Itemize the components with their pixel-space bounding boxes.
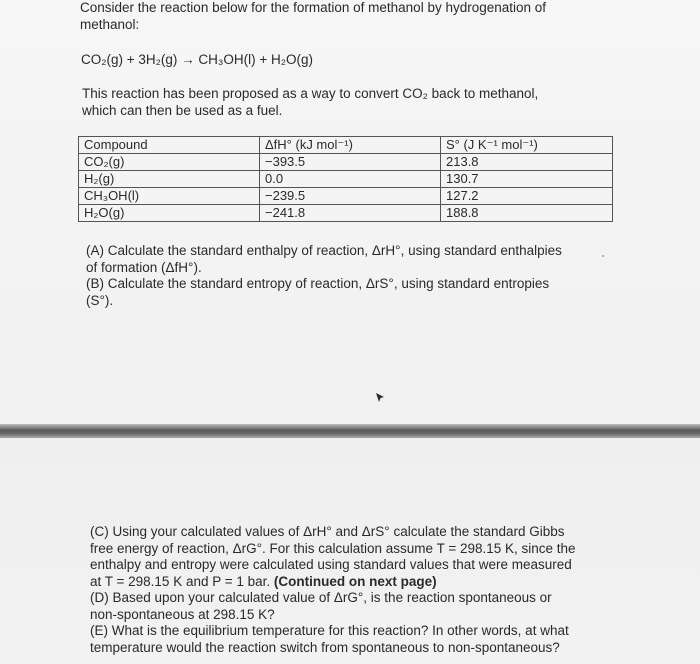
question-line-with-note — [90, 574, 576, 591]
question-line: (B) Calculate the standard entropy of reaction, ΔrS°, using standard entropies — [86, 276, 550, 291]
question-line: (E) What is the equilibrium temperature for this reaction? In other words, at what — [90, 623, 569, 638]
table-row — [79, 154, 613, 171]
page-divider — [0, 424, 700, 438]
table-row — [79, 171, 613, 188]
table-cell: H₂(g) — [79, 171, 260, 188]
table-row — [79, 188, 613, 205]
table-cell: CO₂(g) — [79, 154, 260, 171]
intro-line-1: Consider the reaction below for the formation of methanol by hydrogenation of — [80, 0, 547, 15]
table-cell: H₂O(g) — [79, 205, 260, 222]
questions-a-b — [86, 243, 562, 309]
intro-line-2: methanol: — [80, 16, 140, 32]
question-line: of formation (ΔfH°). — [86, 259, 202, 275]
description-line-1: This reaction has been proposed as a way to convert CO₂ back to methanol, — [82, 86, 539, 101]
question-line: (S°). — [86, 292, 114, 308]
speck-mark — [602, 255, 604, 257]
question-line: non-spontaneous at 298.15 K? — [90, 606, 275, 622]
table-cell: 0.0 — [260, 171, 441, 188]
table-cell: 188.8 — [441, 205, 613, 222]
thermo-data-table — [78, 136, 613, 222]
questions-c-e — [90, 524, 576, 656]
question-line: free energy of reaction, ΔrG°. For this calculation assume T = 298.15 K, since the — [90, 540, 576, 556]
table-cell: −241.8 — [260, 205, 441, 222]
question-line: at T = 298.15 K and P = 1 bar. — [90, 573, 271, 589]
question-line: enthalpy and entropy were calculated using standard values that were measured — [90, 557, 572, 572]
mouse-pointer-icon — [374, 392, 386, 404]
column-header-entropy: S° (J K⁻¹ mol⁻¹) — [441, 137, 613, 154]
question-line: (C) Using your calculated values of ΔrH° and ΔrS° calculate the standard Gibbs — [90, 524, 565, 539]
intro-text — [80, 0, 546, 33]
table-header-row — [79, 137, 613, 154]
continued-note: (Continued on next page) — [273, 573, 437, 589]
table-cell: −239.5 — [260, 188, 441, 205]
reaction-equation: CO₂(g) + 3H₂(g) → CH₃OH(l) + H₂O(g) — [81, 52, 313, 67]
table-row — [79, 205, 613, 222]
question-line: (D) Based upon your calculated value of ΔrG°, is the reaction spontaneous or — [90, 590, 552, 605]
table-cell: 130.7 — [441, 171, 613, 188]
column-header-compound: Compound — [79, 137, 260, 154]
column-header-enthalpy: ΔfH° (kJ mol⁻¹) — [260, 137, 441, 154]
table-cell: 213.8 — [441, 154, 613, 171]
description-line-2: which can then be used as a fuel. — [82, 102, 283, 118]
table-cell: 127.2 — [441, 188, 613, 205]
description-text — [82, 86, 538, 119]
table-cell: −393.5 — [260, 154, 441, 171]
question-line: (A) Calculate the standard enthalpy of reaction, ΔrH°, using standard enthalpies — [86, 243, 562, 258]
question-line: temperature would the reaction switch from spontaneous to non-spontaneous? — [90, 639, 560, 655]
table-cell: CH₃OH(l) — [79, 188, 260, 205]
